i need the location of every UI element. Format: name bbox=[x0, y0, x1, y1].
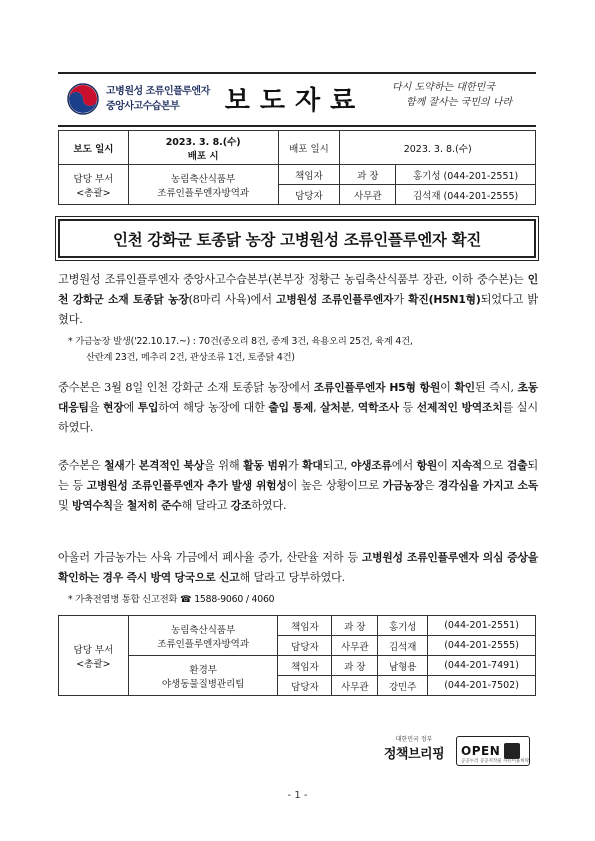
slogan-line2: 함께 잘사는 국민의 나라 bbox=[406, 97, 513, 108]
paragraph-text: 가 bbox=[393, 293, 409, 306]
open-license-badge bbox=[456, 736, 530, 766]
body-paragraph-3 bbox=[58, 456, 538, 516]
press-release-title: 보도자료 bbox=[224, 86, 366, 116]
paragraph-text: 을 bbox=[88, 401, 103, 414]
contact-dept2-cell bbox=[128, 656, 278, 696]
paragraph-text: 고병원성 조류인플루엔자 중앙사고수습본부(본부장 정황근 농림축산식품부 장관, 이하 중수본)는 bbox=[58, 273, 528, 286]
paragraph-text: 해 달라고 당부하였다. bbox=[239, 571, 346, 584]
report-date-line2: 배포 시 bbox=[187, 150, 219, 162]
policy-briefing-small: 대한민국 정부 bbox=[395, 736, 433, 743]
org-logo bbox=[66, 80, 212, 118]
phone-cell: (044-201-2551) bbox=[428, 616, 536, 636]
emphasized-text: 강조 bbox=[230, 499, 252, 512]
role-cell: 책임자 bbox=[278, 165, 340, 185]
org-name-line1: 고병원성 조류인플루엔자 bbox=[106, 86, 210, 97]
emphasized-text: 가금농장 bbox=[382, 479, 424, 492]
dept-label-cell bbox=[59, 165, 129, 205]
paragraph-text: 에서 bbox=[391, 459, 417, 472]
phone-cell: (044-201-7491) bbox=[428, 656, 536, 676]
emphasized-text: 본격적인 북상 bbox=[138, 459, 205, 472]
title-cell: 사무관 bbox=[340, 185, 396, 205]
header-rule-top bbox=[58, 72, 536, 74]
emphasized-text: 확진(H5N1형) bbox=[408, 293, 481, 306]
emphasized-text: 고병원성 조류인플루엔자 의심 증상을 확인하는 경우 즉시 방역 당국으로 신고 bbox=[58, 551, 538, 584]
paragraph-text: 된 즉시, bbox=[474, 381, 518, 394]
name-cell: 홍기성 bbox=[378, 616, 428, 636]
body-paragraph-1 bbox=[58, 270, 538, 330]
paragraph-text: (8마리 사육)에서 bbox=[188, 293, 277, 306]
dept-label: 담당 부서 bbox=[73, 173, 114, 185]
paragraph-text: 되었다고 밝혔다. bbox=[58, 293, 538, 326]
paragraph-text: 및 bbox=[58, 499, 72, 512]
government-slogan bbox=[392, 80, 534, 110]
paragraph-text: 중수본은 bbox=[58, 459, 105, 472]
dept-name2: 조류인플루엔자방역과 bbox=[157, 187, 250, 199]
open-word: OPEN bbox=[461, 744, 501, 758]
header-rule-bottom bbox=[58, 125, 536, 127]
contact-dept1-name2: 조류인플루엔자방역과 bbox=[157, 638, 250, 650]
policy-briefing-logo bbox=[378, 734, 450, 762]
paragraph-text: 등 bbox=[398, 401, 417, 414]
paragraph-text: 이 bbox=[437, 459, 452, 472]
emphasized-text: 경각심을 가지고 소독 bbox=[438, 479, 539, 492]
emphasized-text: 살처분 bbox=[320, 401, 351, 414]
contact-dept-sub: <총괄> bbox=[76, 658, 111, 670]
role-cell: 책임자 bbox=[278, 656, 332, 676]
report-date-line1: 2023. 3. 8.(수) bbox=[165, 136, 241, 148]
emphasized-text: 인천 강화군 소재 토종닭 농장 bbox=[58, 273, 538, 306]
body-paragraph-2 bbox=[58, 378, 538, 438]
name-cell: 남형용 bbox=[378, 656, 428, 676]
contact-dept2-name1: 환경부 bbox=[189, 664, 217, 676]
role-cell: 책임자 bbox=[278, 616, 332, 636]
paragraph-text: 은 bbox=[423, 479, 439, 492]
role-cell: 담당자 bbox=[278, 636, 332, 656]
paragraph-text: 하였다. bbox=[251, 499, 287, 512]
footnote-poultry-cases bbox=[68, 334, 536, 366]
role-cell: 담당자 bbox=[278, 185, 340, 205]
report-date-value bbox=[128, 131, 278, 165]
paragraph-text: 에 bbox=[123, 401, 138, 414]
paragraph-text: 중수본은 3월 8일 인천 강화군 소재 토종닭 농장에서 bbox=[58, 381, 314, 394]
emphasized-text: 고병원성 조류인플루엔자 bbox=[276, 293, 394, 306]
paragraph-text: , bbox=[313, 401, 321, 414]
paragraph-text: 가 bbox=[287, 459, 303, 472]
paragraph-text: 아울러 가금농가는 사육 가금에서 폐사율 증가, 산란율 저하 등 bbox=[58, 551, 362, 564]
release-info-table bbox=[58, 130, 536, 205]
contact-dept-label: 담당 부서 bbox=[73, 644, 114, 656]
slogan-line1: 다시 도약하는 대한민국 bbox=[392, 82, 495, 93]
title-cell: 과 장 bbox=[332, 656, 378, 676]
open-license-sub: 공공누리 공공저작물 자유이용허락 bbox=[461, 759, 530, 764]
footnote-line2: 산란계 23건, 메추리 2건, 관상조류 1건, 토종닭 4건) bbox=[86, 352, 295, 363]
paragraph-text: 를 실시하였다. bbox=[58, 401, 538, 434]
footer-logos bbox=[378, 732, 538, 772]
release-date-label: 배포 일시 bbox=[278, 131, 340, 165]
emphasized-text: 고병원성 조류인플루엔자 추가 발생 위험성 bbox=[86, 479, 287, 492]
report-date-label: 보도 일시 bbox=[59, 131, 129, 165]
paragraph-text: 하여 해당 농장에 대한 bbox=[158, 401, 269, 414]
name-cell: 강민주 bbox=[378, 676, 428, 696]
paragraph-text: 이 높은 상황이므로 bbox=[286, 479, 383, 492]
emphasized-text: 확대 bbox=[302, 459, 323, 472]
role-cell: 담당자 bbox=[278, 676, 332, 696]
emphasized-text: 방역수칙 bbox=[71, 499, 113, 512]
emphasized-text: 초동대응팀 bbox=[58, 381, 539, 414]
paragraph-text: 해 달라고 bbox=[181, 499, 231, 512]
title-cell: 사무관 bbox=[332, 676, 378, 696]
emphasized-text: 항원 bbox=[416, 459, 438, 472]
phone-cell: (044-201-7502) bbox=[428, 676, 536, 696]
contact-dept1-cell bbox=[128, 616, 278, 656]
contact-cell: 김석재 (044-201-2555) bbox=[396, 185, 536, 205]
policy-briefing-name: 정책브리핑 bbox=[383, 747, 445, 762]
paragraph-text: 으로 bbox=[482, 459, 507, 472]
paragraph-text: , bbox=[350, 401, 358, 414]
emphasized-text: 철저히 준수 bbox=[126, 499, 182, 512]
contact-dept-label-cell bbox=[59, 616, 129, 696]
title-cell: 과 장 bbox=[340, 165, 396, 185]
emphasized-text: 역학조사 bbox=[357, 401, 399, 414]
title-cell: 사무관 bbox=[332, 636, 378, 656]
paragraph-text: 가 bbox=[124, 459, 139, 472]
paragraph-text: 을 bbox=[112, 499, 127, 512]
phone-cell: (044-201-2555) bbox=[428, 636, 536, 656]
emphasized-text: 확인 bbox=[454, 381, 475, 394]
paragraph-text: 되고, bbox=[322, 459, 351, 472]
contact-dept2-name2: 야생동물질병관리팀 bbox=[161, 678, 245, 690]
emphasized-text: 투입 bbox=[137, 401, 159, 414]
paragraph-text: 을 위해 bbox=[204, 459, 244, 472]
dept-name1: 농림축산식품부 bbox=[171, 173, 236, 185]
name-cell: 김석재 bbox=[378, 636, 428, 656]
release-date-value: 2023. 3. 8.(수) bbox=[340, 131, 536, 165]
org-name-line2: 중앙사고수습본부 bbox=[106, 101, 180, 112]
paragraph-text: 되는 등 bbox=[58, 459, 538, 492]
dept-name-cell bbox=[128, 165, 278, 205]
emphasized-text: 출입 통제 bbox=[268, 401, 314, 414]
body-paragraph-4 bbox=[58, 548, 538, 588]
page-number: - 1 - bbox=[287, 790, 308, 801]
headline: 인천 강화군 토종닭 농장 고병원성 조류인플루엔자 확진 bbox=[112, 230, 482, 249]
footnote-line1: * 가금농장 발생('22.10.17.~) : 70건(종오리 8건, 종계 3건, 육용오리 25건, 육계 4건, bbox=[68, 336, 413, 347]
headline-box bbox=[58, 219, 536, 258]
emphasized-text: 활동 범위 bbox=[243, 459, 288, 472]
emphasized-text: 선제적인 방역조치 bbox=[416, 401, 503, 414]
contact-dept1-name1: 농림축산식품부 bbox=[171, 624, 236, 636]
paragraph-text: 이 bbox=[440, 381, 455, 394]
emphasized-text: 검출 bbox=[506, 459, 528, 472]
emphasized-text: 현장 bbox=[102, 401, 124, 414]
license-type-icon bbox=[504, 743, 520, 759]
emphasized-text: 야생조류 bbox=[350, 459, 392, 472]
emphasized-text: 철새 bbox=[104, 459, 125, 472]
dept-sub: <총괄> bbox=[76, 187, 111, 199]
taegeuk-icon bbox=[66, 82, 100, 116]
footnote-report-phone: * 가축전염병 통합 신고전화 ☎ 1588-9060 / 4060 bbox=[68, 594, 275, 605]
contact-table bbox=[58, 615, 536, 696]
emphasized-text: 지속적 bbox=[451, 459, 483, 472]
emphasized-text: 조류인플루엔자 H5형 항원 bbox=[313, 381, 441, 394]
title-cell: 과 장 bbox=[332, 616, 378, 636]
contact-cell: 홍기성 (044-201-2551) bbox=[396, 165, 536, 185]
